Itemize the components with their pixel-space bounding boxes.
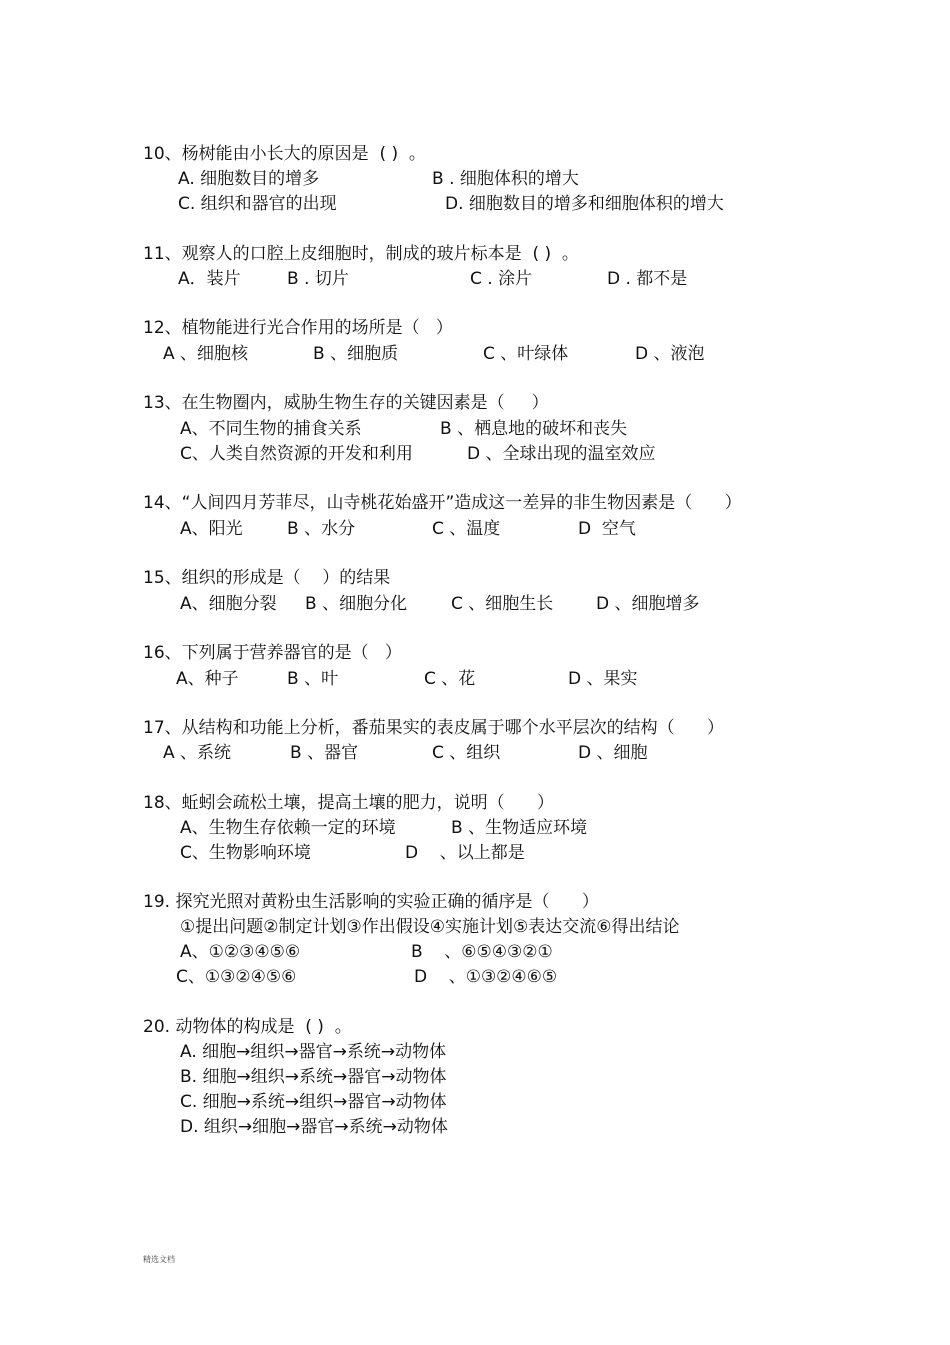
question-20-option-c: C. 细胞→系统→组织→器官→动物体 bbox=[180, 1092, 447, 1112]
question-15-option-c: C 、细胞生长 bbox=[451, 594, 554, 614]
question-12-option-c: C 、叶绿体 bbox=[483, 344, 569, 364]
question-18-option-a: A、生物生存依赖一定的环境 bbox=[180, 818, 396, 838]
question-15-option-d: D 、细胞增多 bbox=[596, 594, 700, 614]
question-14-option-c: C 、温度 bbox=[432, 519, 501, 539]
question-18-stem: 18、蚯蚓会疏松土壤，提高土壤的肥力，说明（ ） bbox=[143, 793, 555, 813]
question-17-option-b: B 、器官 bbox=[290, 743, 359, 763]
question-17-option-a: A 、系统 bbox=[163, 743, 232, 763]
question-19-steps: ①提出问题②制定计划③作出假设④实施计划⑤表达交流⑥得出结论 bbox=[180, 917, 680, 937]
question-12-stem: 12、植物能进行光合作用的场所是（ ） bbox=[143, 318, 453, 338]
question-18-option-d: D 、以上都是 bbox=[405, 843, 525, 863]
question-19-option-d: D 、①③②④⑥⑤ bbox=[414, 967, 558, 987]
question-20-option-d: D. 组织→细胞→器官→系统→动物体 bbox=[180, 1117, 448, 1137]
question-10-option-c: C. 组织和器官的出现 bbox=[178, 194, 337, 214]
question-16-stem: 16、下列属于营养器官的是（ ） bbox=[143, 643, 402, 663]
question-20-stem: 20. 动物体的构成是 ( ) 。 bbox=[143, 1017, 352, 1037]
question-17-stem: 17、从结构和功能上分析，番茄果实的表皮属于哪个水平层次的结构（ ） bbox=[143, 718, 725, 738]
question-12-option-d: D 、液泡 bbox=[635, 344, 705, 364]
question-12-option-b: B 、细胞质 bbox=[313, 344, 399, 364]
question-15-stem: 15、组织的形成是（ ）的结果 bbox=[143, 568, 391, 588]
question-11-option-b: B . 切片 bbox=[287, 269, 349, 289]
question-19-option-b: B 、⑥⑤④③②① bbox=[411, 942, 553, 962]
footer-note: 精选文档 bbox=[143, 1255, 175, 1264]
question-14-option-d: D 空气 bbox=[578, 519, 636, 539]
question-10-option-a: A. 细胞数目的增多 bbox=[178, 169, 320, 189]
question-13-option-c: C、人类自然资源的开发和利用 bbox=[180, 444, 413, 464]
question-15-option-a: A、细胞分裂 bbox=[180, 594, 277, 614]
question-19-option-c: C、①③②④⑤⑥ bbox=[176, 967, 297, 987]
question-17-option-c: C 、组织 bbox=[432, 743, 501, 763]
question-15-option-b: B 、细胞分化 bbox=[305, 594, 408, 614]
question-10-option-b: B . 细胞体积的增大 bbox=[432, 169, 579, 189]
question-16-option-d: D 、果实 bbox=[568, 669, 638, 689]
question-13-option-b: B 、栖息地的破坏和丧失 bbox=[440, 419, 628, 439]
question-18-option-b: B 、生物适应环境 bbox=[451, 818, 588, 838]
question-20-option-a: A. 细胞→组织→器官→系统→动物体 bbox=[180, 1042, 447, 1062]
question-16-option-b: B 、叶 bbox=[287, 669, 339, 689]
question-14-option-b: B 、水分 bbox=[287, 519, 356, 539]
question-20-option-b: B. 细胞→组织→系统→器官→动物体 bbox=[180, 1067, 447, 1087]
question-16-option-a: A、种子 bbox=[176, 669, 239, 689]
question-11-option-d: D . 都不是 bbox=[607, 269, 688, 289]
question-10-stem: 10、杨树能由小长大的原因是 ( ) 。 bbox=[143, 144, 426, 164]
question-12-option-a: A 、细胞核 bbox=[163, 344, 249, 364]
question-17-option-d: D 、细胞 bbox=[578, 743, 648, 763]
question-13-option-a: A、不同生物的捕食关系 bbox=[180, 419, 362, 439]
question-13-stem: 13、在生物圈内，威胁生物生存的关键因素是（ ） bbox=[143, 393, 549, 413]
question-11-option-a: A．装片 bbox=[178, 269, 241, 289]
question-10-option-d: D. 细胞数目的增多和细胞体积的增大 bbox=[445, 194, 724, 214]
question-13-option-d: D 、全球出现的温室效应 bbox=[467, 444, 656, 464]
question-11-option-c: C . 涂片 bbox=[470, 269, 533, 289]
question-16-option-c: C 、花 bbox=[424, 669, 476, 689]
question-19-option-a: A、①②③④⑤⑥ bbox=[180, 942, 301, 962]
question-18-option-c: C、生物影响环境 bbox=[180, 843, 311, 863]
question-14-option-a: A、阳光 bbox=[180, 519, 243, 539]
question-14-stem: 14、“人间四月芳菲尽，山寺桃花始盛开”造成这一差异的非生物因素是（ ） bbox=[143, 493, 742, 513]
question-11-stem: 11、观察人的口腔上皮细胞时，制成的玻片标本是 ( ) 。 bbox=[143, 244, 579, 264]
question-19-stem: 19. 探究光照对黄粉虫生活影响的实验正确的循序是（ ） bbox=[143, 892, 599, 912]
